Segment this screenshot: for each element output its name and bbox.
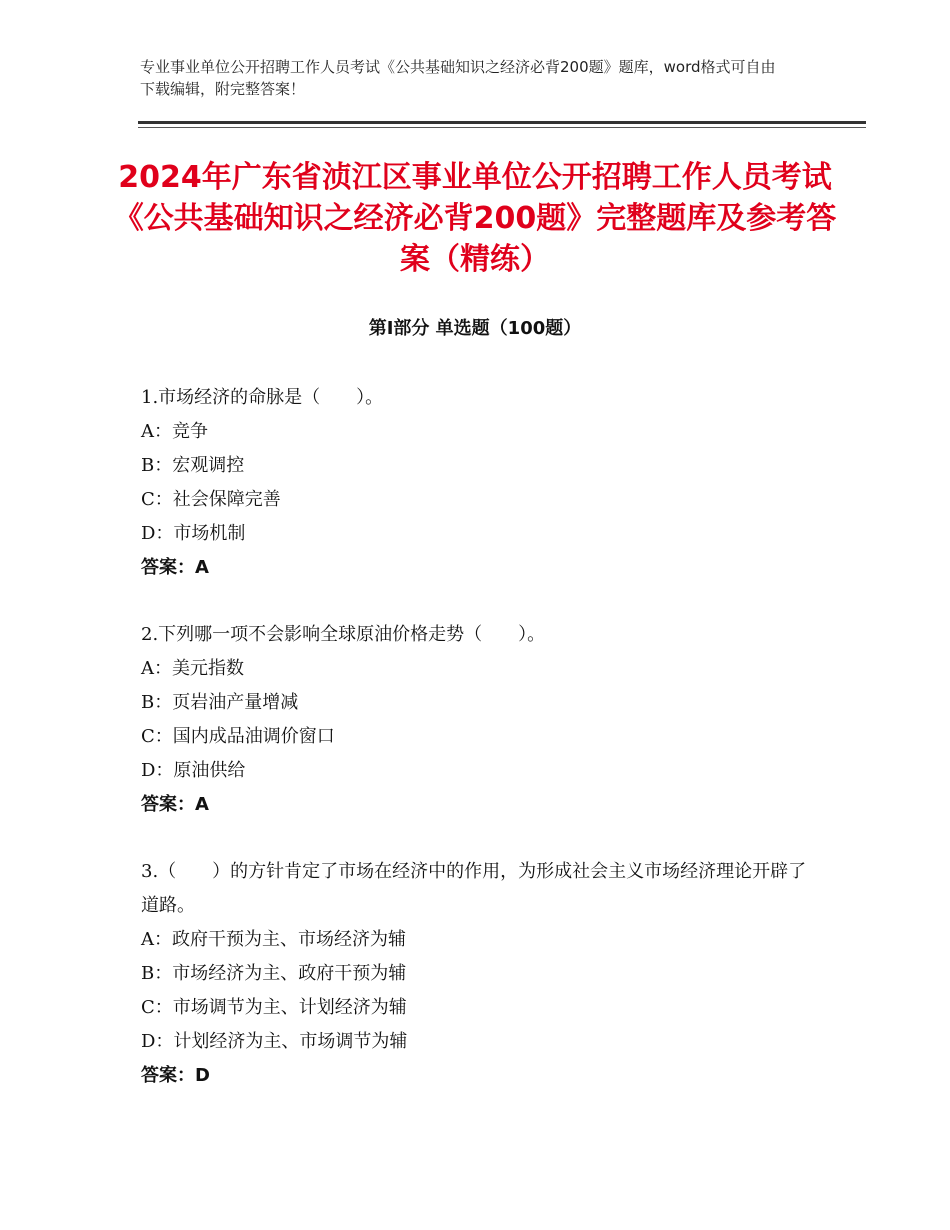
option-d: D：原油供给 (141, 760, 246, 781)
option-b: B：市场经济为主、政府干预为辅 (141, 963, 407, 984)
question-3 (141, 855, 821, 1093)
option-c: C：国内成品油调价窗口 (141, 726, 335, 747)
option-a: A：竞争 (141, 421, 208, 442)
option-b: B：页岩油产量增减 (141, 692, 299, 713)
question-list (141, 381, 821, 1126)
question-stem: 1.市场经济的命脉是（ ）。 (141, 387, 384, 408)
answer-line: 答案：A (141, 557, 209, 578)
question-stem: 3.（ ）的方针肯定了市场在经济中的作用，为形成社会主义市场经济理论开辟了道路。 (141, 861, 807, 916)
header-divider-thin (138, 127, 866, 128)
document-title: 2024年广东省浈江区事业单位公开招聘工作人员考试《公共基础知识之经济必背200题》完整题库及参考答案（精练） (113, 160, 837, 277)
question-stem: 2.下列哪一项不会影响全球原油价格走势（ ）。 (141, 624, 546, 645)
header-divider-thick (138, 121, 866, 124)
section-heading: 第Ⅰ部分 单选题（100题） (368, 318, 582, 339)
option-a: A：政府干预为主、市场经济为辅 (141, 929, 406, 950)
option-c: C：社会保障完善 (141, 489, 281, 510)
question-1 (141, 381, 821, 585)
option-d: D：计划经济为主、市场调节为辅 (141, 1031, 408, 1052)
option-c: C：市场调节为主、计划经济为辅 (141, 997, 407, 1018)
option-b: B：宏观调控 (141, 455, 245, 476)
question-2 (141, 618, 821, 822)
option-a: A：美元指数 (141, 658, 244, 679)
option-d: D：市场机制 (141, 523, 246, 544)
answer-line: 答案：D (141, 1065, 210, 1086)
header-note: 专业事业单位公开招聘工作人员考试《公共基础知识之经济必背200题》题库，word格式可自由下载编辑，附完整答案！ (140, 58, 776, 98)
answer-line: 答案：A (141, 794, 209, 815)
